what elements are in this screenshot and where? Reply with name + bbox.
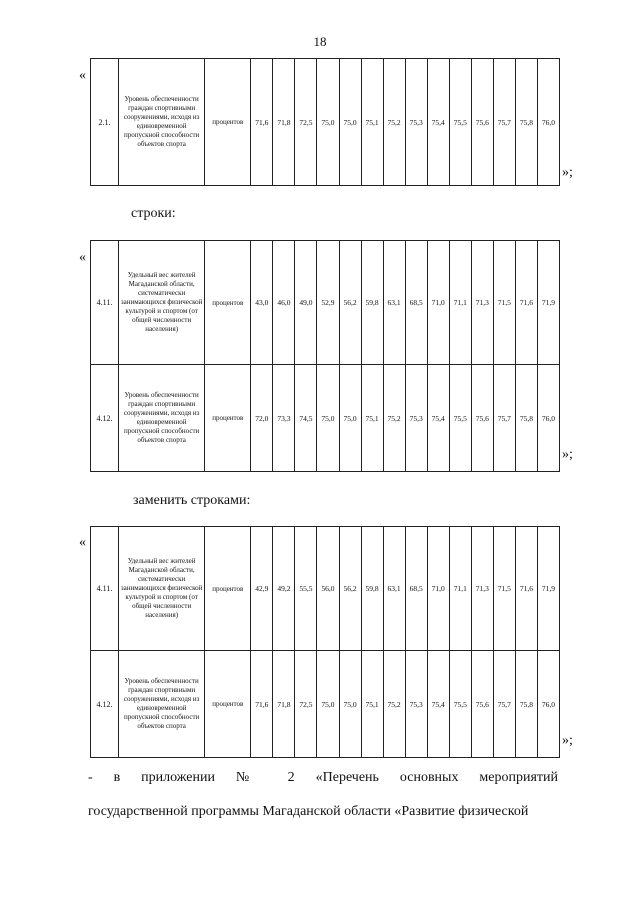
value-cell: 75,8	[515, 59, 537, 186]
value-cell: 71,6	[251, 651, 273, 758]
value-cell: 63,1	[383, 527, 405, 651]
value-cell: 74,5	[295, 365, 317, 472]
value-cell: 75,1	[361, 59, 383, 186]
value-cell: 71,5	[493, 527, 515, 651]
value-cell: 75,5	[449, 651, 471, 758]
value-cell: 71,1	[449, 241, 471, 365]
value-cell: 75,6	[471, 365, 493, 472]
value-cell: 59,8	[361, 241, 383, 365]
table-row	[91, 651, 560, 758]
value-cell: 75,2	[383, 651, 405, 758]
value-cell: 75,0	[339, 365, 361, 472]
value-cell: 72,5	[295, 651, 317, 758]
value-cell: 75,4	[427, 365, 449, 472]
indicator-name: Удельный вес жителей Магаданской области, систематически занимающихся физической культурой и спортом (от общей численности населения)	[119, 241, 205, 365]
row-number: 4.12.	[91, 365, 119, 472]
indicator-table-2	[90, 240, 560, 472]
unit-cell: процентов	[205, 59, 251, 186]
value-cell: 56,2	[339, 527, 361, 651]
value-cell: 59,8	[361, 527, 383, 651]
value-cell: 75,3	[405, 651, 427, 758]
open-quote: «	[79, 535, 86, 550]
value-cell: 56,0	[317, 527, 339, 651]
value-cell: 75,0	[317, 651, 339, 758]
row-number: 4.12.	[91, 651, 119, 758]
value-cell: 46,0	[273, 241, 295, 365]
row-number: 4.11.	[91, 527, 119, 651]
value-cell: 71,6	[515, 527, 537, 651]
value-cell: 75,8	[515, 651, 537, 758]
section-label-rows: строки:	[131, 206, 176, 221]
value-cell: 75,1	[361, 651, 383, 758]
value-cell: 76,0	[537, 651, 559, 758]
value-cell: 72,5	[295, 59, 317, 186]
value-cell: 52,9	[317, 241, 339, 365]
indicator-name: Уровень обеспеченности граждан спортивными сооружениями, исходя из единовременной пропускной способности объектов спорта	[119, 365, 205, 472]
open-quote: «	[79, 250, 86, 265]
body-text-line-1: - в приложении № 2 «Перечень основных мероприятий	[88, 770, 558, 785]
value-cell: 63,1	[383, 241, 405, 365]
unit-cell: процентов	[205, 527, 251, 651]
value-cell: 75,7	[493, 59, 515, 186]
value-cell: 75,1	[361, 365, 383, 472]
value-cell: 75,2	[383, 365, 405, 472]
value-cell: 76,0	[537, 365, 559, 472]
unit-cell: процентов	[205, 241, 251, 365]
value-cell: 75,6	[471, 651, 493, 758]
value-cell: 71,3	[471, 527, 493, 651]
value-cell: 75,4	[427, 651, 449, 758]
value-cell: 43,0	[251, 241, 273, 365]
row-number: 2.1.	[91, 59, 119, 186]
close-quote: »;	[562, 447, 573, 462]
value-cell: 75,0	[317, 59, 339, 186]
table-row	[91, 241, 560, 365]
value-cell: 71,9	[537, 241, 559, 365]
value-cell: 72,0	[251, 365, 273, 472]
value-cell: 71,6	[515, 241, 537, 365]
value-cell: 56,2	[339, 241, 361, 365]
table-row	[91, 365, 560, 472]
unit-cell: процентов	[205, 365, 251, 472]
value-cell: 71,8	[273, 651, 295, 758]
page-number: 18	[313, 34, 327, 49]
value-cell: 71,9	[537, 527, 559, 651]
value-cell: 75,5	[449, 365, 471, 472]
value-cell: 42,9	[251, 527, 273, 651]
value-cell: 75,5	[449, 59, 471, 186]
indicator-table-3	[90, 526, 560, 758]
table-row	[91, 59, 560, 186]
value-cell: 55,5	[295, 527, 317, 651]
section-label-replace: заменить строками:	[133, 493, 251, 508]
value-cell: 75,4	[427, 59, 449, 186]
value-cell: 71,0	[427, 527, 449, 651]
value-cell: 68,5	[405, 241, 427, 365]
close-quote: »;	[562, 733, 573, 748]
value-cell: 75,0	[339, 651, 361, 758]
unit-cell: процентов	[205, 651, 251, 758]
indicator-name: Уровень обеспеченности граждан спортивными сооружениями, исходя из единовременной пропускной способности объектов спорта	[119, 651, 205, 758]
value-cell: 75,6	[471, 59, 493, 186]
value-cell: 71,3	[471, 241, 493, 365]
value-cell: 71,8	[273, 59, 295, 186]
value-cell: 68,5	[405, 527, 427, 651]
indicator-table-1	[90, 58, 560, 186]
table-row	[91, 527, 560, 651]
value-cell: 75,2	[383, 59, 405, 186]
value-cell: 49,2	[273, 527, 295, 651]
value-cell: 49,0	[295, 241, 317, 365]
value-cell: 71,6	[251, 59, 273, 186]
value-cell: 75,7	[493, 365, 515, 472]
close-quote: »;	[562, 165, 573, 180]
value-cell: 71,5	[493, 241, 515, 365]
value-cell: 75,3	[405, 59, 427, 186]
value-cell: 71,1	[449, 527, 471, 651]
value-cell: 71,0	[427, 241, 449, 365]
value-cell: 75,0	[317, 365, 339, 472]
indicator-name: Уровень обеспеченности граждан спортивными сооружениями, исходя из единовременной пропускной способности объектов спорта	[119, 59, 205, 186]
value-cell: 75,0	[339, 59, 361, 186]
indicator-name: Удельный вес жителей Магаданской области, систематически занимающихся физической культурой и спортом (от общей численности населения)	[119, 527, 205, 651]
open-quote: «	[79, 68, 86, 83]
row-number: 4.11.	[91, 241, 119, 365]
value-cell: 75,7	[493, 651, 515, 758]
value-cell: 76,0	[537, 59, 559, 186]
value-cell: 73,3	[273, 365, 295, 472]
value-cell: 75,8	[515, 365, 537, 472]
value-cell: 75,3	[405, 365, 427, 472]
body-text-line-2: государственной программы Магаданской области «Развитие физической	[88, 804, 529, 819]
